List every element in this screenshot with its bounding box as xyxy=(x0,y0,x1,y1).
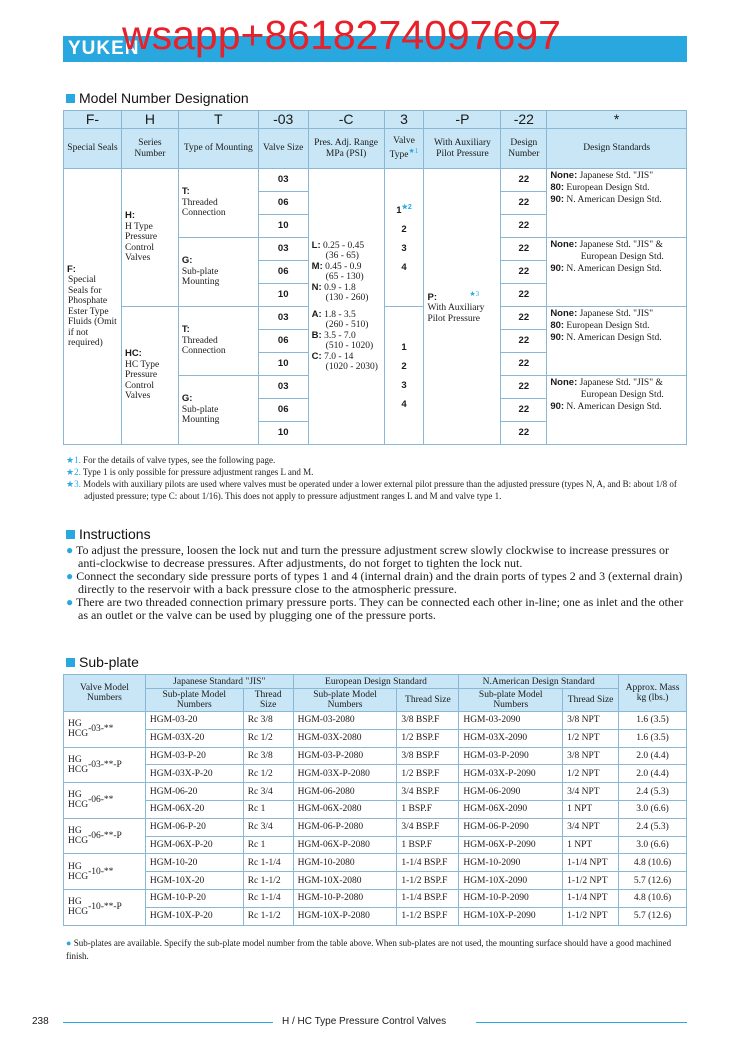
mount-g-cell: G: Sub-plate Mounting xyxy=(178,238,258,307)
table-cell: HGM-10X-20 xyxy=(145,872,243,890)
std-text: N. American Design Std. xyxy=(566,333,662,343)
table-cell: 3/4 NPT xyxy=(563,783,619,801)
range-psi: (510 - 1020) xyxy=(325,341,374,351)
bullet-icon: ● xyxy=(66,543,77,557)
table-cell: HGM-06-2090 xyxy=(459,783,563,801)
table-row xyxy=(64,854,687,872)
model-prefix xyxy=(68,862,88,882)
valve-model-label xyxy=(68,897,141,917)
mount-t-cell: T: Threaded Connection xyxy=(178,169,258,238)
table-cell: 1/2 NPT xyxy=(563,729,619,747)
table-cell: HGM-10X-2090 xyxy=(459,872,563,890)
valve-model-cell xyxy=(64,747,146,783)
col-american: N.American Design Standard xyxy=(459,675,619,689)
star-mark: ★1 xyxy=(408,147,419,156)
model-prefix xyxy=(68,755,88,775)
code-cell: H xyxy=(121,111,178,129)
design-std-cell xyxy=(547,307,687,376)
footnote-text: For the details of valve types, see the following page. xyxy=(83,455,276,465)
model-hcg: HCG xyxy=(68,729,89,740)
table-cell: 1-1/4 BSP.F xyxy=(397,854,459,872)
valve-type-number: 1 xyxy=(401,341,407,353)
table-row xyxy=(64,836,687,854)
range-mpa: 0.45 - 0.9 xyxy=(325,261,362,272)
std-code: 90: xyxy=(550,194,565,205)
header-cell xyxy=(64,129,122,169)
valve-type-cell-2 xyxy=(384,307,424,445)
table-cell: HGM-10-2090 xyxy=(459,854,563,872)
table-cell: 1/2 BSP.F xyxy=(397,729,459,747)
model-suffix: -10-**-P xyxy=(88,902,122,913)
table-cell: 3/8 BSP.F xyxy=(397,712,459,730)
range-psi: (36 - 65) xyxy=(325,251,359,261)
table-cell: 1.6 (3.5) xyxy=(619,712,687,730)
footnote-mark: ★3. xyxy=(66,479,81,489)
table-cell: 3/4 BSP.F xyxy=(397,783,459,801)
table-cell: 4.8 (10.6) xyxy=(619,889,687,907)
table-cell: HGM-06-P-2090 xyxy=(459,818,563,836)
table-cell: Rc 3/4 xyxy=(243,783,293,801)
table-cell: 3.0 (6.6) xyxy=(619,836,687,854)
range-code: N: xyxy=(311,281,322,293)
valve-model-cell xyxy=(64,818,146,854)
header-cell xyxy=(121,129,178,169)
valve-model-label xyxy=(68,790,141,810)
valve-model-cell xyxy=(64,783,146,819)
table-cell: HGM-10-20 xyxy=(145,854,243,872)
table-row xyxy=(64,818,687,836)
model-prefix xyxy=(68,897,88,917)
std-item xyxy=(550,401,683,413)
valve-type-item xyxy=(388,395,421,414)
table-row xyxy=(64,889,687,907)
std-text: European Design Std. xyxy=(580,252,664,262)
table-cell: 1-1/2 NPT xyxy=(563,907,619,925)
std-text: Japanese Std. "JIS" & xyxy=(579,378,663,388)
pressure-range-cell xyxy=(308,169,384,445)
bullet-icon: ● xyxy=(66,569,77,583)
footnote-mark: ★1. xyxy=(66,455,81,465)
table-cell: HGM-10X-P-20 xyxy=(145,907,243,925)
header-label: Series Number xyxy=(134,138,166,159)
table-cell: HGM-10-P-2090 xyxy=(459,889,563,907)
model-hg: HG xyxy=(68,826,82,837)
std-text: N. American Design Std. xyxy=(566,402,662,412)
footnote xyxy=(66,454,686,466)
model-prefix xyxy=(68,790,88,810)
model-suffix: -06-**-P xyxy=(88,831,122,842)
std-code: None: xyxy=(550,239,578,250)
col-valve-model: Valve Model Numbers xyxy=(64,675,146,712)
design-std-cell xyxy=(547,376,687,445)
header-label: With Auxiliary Pilot Pressure xyxy=(433,138,491,159)
mount-t-cell: T: Threaded Connection xyxy=(178,307,258,376)
table-row xyxy=(64,712,687,730)
table-cell: HGM-03-20 xyxy=(145,712,243,730)
model-hcg: HCG xyxy=(68,871,89,882)
std-code: None: xyxy=(550,377,578,388)
range-item xyxy=(312,262,381,283)
design-std-cell xyxy=(547,238,687,307)
header-label: Pres. Adj. Range MPa (PSI) xyxy=(314,138,379,159)
code-cell: -C xyxy=(308,111,384,129)
range-code: M: xyxy=(311,260,323,272)
instructions-list xyxy=(66,544,690,622)
std-text: Japanese Std. "JIS" xyxy=(579,309,654,319)
header-cell xyxy=(178,129,258,169)
model-hcg: HCG xyxy=(68,764,89,775)
table-cell: Rc 1-1/2 xyxy=(243,872,293,890)
table-cell: HGM-10X-2080 xyxy=(293,872,397,890)
code-cell: -22 xyxy=(501,111,547,129)
model-suffix: -03-** xyxy=(88,724,114,735)
table-cell: HGM-03-2080 xyxy=(293,712,397,730)
range-code: B: xyxy=(311,329,322,341)
table-cell: HGM-06X-2080 xyxy=(293,800,397,818)
valve-type-item xyxy=(388,376,421,395)
yuken-logo: YUKEN xyxy=(68,38,140,59)
std-item xyxy=(550,332,683,344)
instruction-text: Connect the secondary side pressure ports of types 1 and 4 (internal drain) and the drain ports of types 2 and 3 (external drain) directly to the reservoir with a back pressure close to the atmospheric pressure. xyxy=(76,569,683,596)
range-mpa: 0.9 - 1.8 xyxy=(324,282,356,293)
series-hc-cell: HC: HC Type Pressure Control Valves xyxy=(121,307,178,445)
table-cell: 2.4 (5.3) xyxy=(619,818,687,836)
valve-type-item xyxy=(388,357,421,376)
model-prefix xyxy=(68,826,88,846)
subplate-section-title: Sub-plate xyxy=(66,654,139,670)
instructions-section-title: Instructions xyxy=(66,526,151,542)
table-cell: 3/4 NPT xyxy=(563,818,619,836)
table-cell: HGM-03-P-2080 xyxy=(293,747,397,765)
design-std-cell xyxy=(547,169,687,238)
code-cell: -P xyxy=(424,111,501,129)
code-cell: T xyxy=(178,111,258,129)
table-cell: HGM-06X-20 xyxy=(145,800,243,818)
std-item xyxy=(550,320,683,332)
range-mpa: 3.5 - 7.0 xyxy=(324,330,356,341)
std-code: 90: xyxy=(550,263,565,274)
range-mpa: 0.25 - 0.45 xyxy=(323,240,365,251)
footnotes xyxy=(66,454,686,502)
table-cell: HGM-10-2080 xyxy=(293,854,397,872)
table-cell: 3/4 BSP.F xyxy=(397,818,459,836)
table-cell: HGM-03-P-2090 xyxy=(459,747,563,765)
std-code: 80: xyxy=(550,182,565,193)
range-code: A: xyxy=(311,308,322,320)
table-cell: HGM-06X-P-20 xyxy=(145,836,243,854)
std-text: European Design Std. xyxy=(566,321,650,331)
model-suffix: -03-**-P xyxy=(88,759,122,770)
std-item xyxy=(550,194,683,206)
range-code: C: xyxy=(311,350,322,362)
header-cell xyxy=(501,129,547,169)
valve-type-item xyxy=(388,338,421,357)
model-hg: HG xyxy=(68,754,82,765)
table-row xyxy=(64,800,687,818)
table-cell: HGM-03X-P-20 xyxy=(145,765,243,783)
watermark-text: wsapp+8618274097697 xyxy=(122,12,561,58)
table-row xyxy=(64,783,687,801)
std-code: None: xyxy=(550,170,578,181)
valve-model-label xyxy=(68,862,141,882)
table-cell: 1-1/2 BSP.F xyxy=(397,872,459,890)
table-cell: 1-1/2 NPT xyxy=(563,872,619,890)
range-item xyxy=(312,283,381,304)
col-jis: Japanese Standard "JIS" xyxy=(145,675,293,689)
code-cell: 3 xyxy=(384,111,424,129)
table-cell: 1-1/4 BSP.F xyxy=(397,889,459,907)
mount-g-cell: G: Sub-plate Mounting xyxy=(178,376,258,445)
valve-model-cell xyxy=(64,712,146,748)
valve-type-item xyxy=(388,239,421,258)
table-cell: HGM-10X-P-2090 xyxy=(459,907,563,925)
table-cell: HGM-03X-2090 xyxy=(459,729,563,747)
table-cell: HGM-03X-20 xyxy=(145,729,243,747)
instruction-text: There are two threaded connection primary pressure ports. They can be connected each other in-line; one as inlet and the other as an outlet or the valve can be used by plugging one of the pressure ports. xyxy=(76,595,684,622)
table-cell: 1 BSP.F xyxy=(397,836,459,854)
instruction-item xyxy=(66,596,690,622)
table-row xyxy=(64,765,687,783)
footnote-text: Models with auxiliary pilots are used where valves must be operated under a lower external pilot pressure than the adjusted pressure (types N, A, and B: about 1/8 of adjusted pressure; type C: about 1/16). This does not apply to pressure adjustment ranges L and M and valve type 1. xyxy=(83,479,677,501)
table-cell: 2.0 (4.4) xyxy=(619,747,687,765)
range-item xyxy=(312,352,381,373)
valve-model-cell xyxy=(64,889,146,925)
table-cell: 3/8 NPT xyxy=(563,747,619,765)
valve-type-number: 4 xyxy=(401,262,407,274)
footnote-mark: ★2. xyxy=(66,467,81,477)
table-cell: 1.6 (3.5) xyxy=(619,729,687,747)
valve-type-number: 1 xyxy=(396,205,402,217)
footnote-text: Type 1 is only possible for pressure adjustment ranges L and M. xyxy=(82,467,314,477)
footnote xyxy=(66,478,686,502)
table-cell: Rc 1 xyxy=(243,800,293,818)
table-cell: 5.7 (12.6) xyxy=(619,872,687,890)
range-psi: (65 - 130) xyxy=(325,272,364,282)
table-cell: HGM-06-P-2080 xyxy=(293,818,397,836)
page-number: 238 xyxy=(32,1016,49,1027)
std-text: N. American Design Std. xyxy=(566,195,662,205)
range-mpa: 1.8 - 3.5 xyxy=(324,309,356,320)
table-cell: Rc 1/2 xyxy=(243,729,293,747)
footer-title: H / HC Type Pressure Control Valves xyxy=(282,1016,447,1027)
valve-type-number: 3 xyxy=(401,243,407,255)
footer-rule xyxy=(476,1022,687,1023)
std-item xyxy=(550,251,683,263)
table-cell: HGM-03-P-20 xyxy=(145,747,243,765)
table-cell: HGM-06X-P-2080 xyxy=(293,836,397,854)
range-psi: (260 - 510) xyxy=(325,320,369,330)
table-cell: 4.8 (10.6) xyxy=(619,854,687,872)
std-item xyxy=(550,239,683,251)
square-bullet-icon xyxy=(66,658,75,667)
pilot-cell: P: $^{★3}$ With Auxiliary Pilot Pressure xyxy=(424,169,501,445)
table-cell: 3.0 (6.6) xyxy=(619,800,687,818)
table-row xyxy=(64,747,687,765)
std-item xyxy=(550,308,683,320)
instruction-item xyxy=(66,544,690,570)
header-label: Design Number xyxy=(508,138,540,159)
table-cell: Rc 1-1/4 xyxy=(243,854,293,872)
valve-type-cell-1 xyxy=(384,169,424,307)
model-hg: HG xyxy=(68,790,82,801)
table-cell: 3/8 NPT xyxy=(563,712,619,730)
model-prefix xyxy=(68,719,88,739)
range-psi: (130 - 260) xyxy=(325,293,369,303)
header-cell xyxy=(258,129,308,169)
header-cell xyxy=(424,129,501,169)
table-cell: 1-1/2 BSP.F xyxy=(397,907,459,925)
series-h-cell: H: H Type Pressure Control Valves xyxy=(121,169,178,307)
model-section-title: Model Number Designation xyxy=(66,90,249,106)
valve-type-number: 2 xyxy=(401,360,407,372)
table-cell: HGM-06X-2090 xyxy=(459,800,563,818)
std-item xyxy=(550,170,683,182)
std-item xyxy=(550,263,683,275)
valve-type-item xyxy=(388,220,421,239)
instruction-item xyxy=(66,570,690,596)
header-label: Design Standards xyxy=(583,143,651,154)
table-cell: HGM-10-P-20 xyxy=(145,889,243,907)
table-cell: HGM-03X-P-2090 xyxy=(459,765,563,783)
table-cell: 3/8 BSP.F xyxy=(397,747,459,765)
valve-type-number: 2 xyxy=(401,224,407,236)
valve-type-item xyxy=(388,258,421,277)
std-text: Japanese Std. "JIS" & xyxy=(579,240,663,250)
code-cell: -03 xyxy=(258,111,308,129)
table-cell: HGM-06X-P-2090 xyxy=(459,836,563,854)
header-label: Type of Mounting xyxy=(183,143,253,154)
std-code: None: xyxy=(550,308,578,319)
table-row xyxy=(64,907,687,925)
subplate-table: Valve Model Numbers Japanese Standard "JIS" European Design Standard N.American Design Standard Approx. Mass kg (lbs.) Sub-plate Model Numbers Thread Size Sub-plate Model Numbers Thread Size Sub-plate Model Numbers Thread Size HG HCG -03-** HGM-03-20 Rc 3/8 HGM-03-2080 3/8 BSP.F HGM-03-2090 3/8 NPT 1.6 (3.5) HGM-03X-20 Rc 1/2 HGM-03X-2080 1/2 BSP.F HGM-03X-2090 1/2 NPT 1.6 (3.5) HG HCG -03-**-P HGM-03-P-20 Rc 3/8 HGM-03-P-2080 3/8 BSP.F HGM-03-P-2090 3/8 NPT 2.0 (4.4) HGM-03X-P-20 Rc 1/2 HGM-03X-P-2080 1/2 BSP.F HGM-03X-P-2090 1/2 NPT 2.0 (4.4) HG HCG -06-** HGM-06-20 Rc 3/4 HGM-06-2080 3/4 BSP.F HGM-06-2090 3/4 NPT 2.4 (5.3) HGM-06X-20 Rc 1 HGM-06X-2080 1 BSP.F HGM-06X-2090 1 NPT 3.0 (6.6) HG HCG -06-**-P HGM-06-P-20 Rc 3/4 HGM-06-P-2080 3/4 BSP.F HGM-06-P-2090 3/4 NPT 2.4 (5.3) HGM-06X-P-20 Rc 1 HGM-06X-P-2080 1 BSP.F HGM-06X-P-2090 1 NPT 3.0 (6.6) HG HCG -10-** HGM-10-20 Rc 1-1/4 HGM-10-2080 1-1/4 BSP.F HGM-10-2090 1-1/4 NPT 4.8 (10.6) HGM-10X-20 Rc 1-1/2 HGM-10X-2080 1-1/2 BSP.F HGM-10X-2090 1-1/2 NPT 5.7 (12.6) HG HCG -10-**-P HGM-10-P-20 Rc 1-1/4 HGM-10-P-2080 1-1/4 BSP.F HGM-10-P-2090 1-1/4 NPT 4.8 (10.6) HGM-10X-P-20 Rc 1-1/2 HGM-10X-P-2080 1-1/2 BSP.F HGM-10X-P-2090 1-1/2 NPT 5.7 (12.6) xyxy=(63,674,687,926)
subplate-note: ● Sub-plates are available. Specify the sub-plate model number from the table above. When sub-plates are not used, the mounting surface should have a good machined finish. xyxy=(66,938,672,961)
std-code: 90: xyxy=(550,332,565,343)
col-european: European Design Standard xyxy=(293,675,459,689)
table-cell: HGM-06-P-20 xyxy=(145,818,243,836)
model-designation-table: F- H T -03 -C 3 -P -22 * Special Seals Series Number Type of Mounting Valve Size Pres. Adj. Range MPa (PSI) Valve Type$^{★1}$ With Auxiliary Pilot Pressure Design Number Design Standards F: Special Seals for Phosphate Ester Type Fluids (Omit if not required) H: H Type Pressure Control Valves T: Threaded Connection 03 L: 0.25 - 0.45 (36 - 65) M: 0.45 - 0.9 (65 - 130) N: 0.9 - 1.8 (130 - 260) A: 1.8 - 3.5 (260 - 510) B: 3.5 - 7.0 (510 - 1020) C: 7.0 - 14 (1020 - 2030) $1^{★2}$ 2 3 4 P: $^{★3}$ With Auxiliary Pilot Pressure 22 None: Japanese Std. "JIS" 80: European Design Std. 90: N. American Design Std. 06 22 10 22 G: Sub-plate Mounting 03 22 None: Japanese Std. "JIS" & European Design Std. 90: N. American Design Std. 06 22 10 22 HC: HC Type Pressure Control Valves T: Threaded Connection 03 1 2 3 4 22 None: Japanese Std. "JIS" 80: European Design Std. 90: N. American Design Std. 06 22 10 22 G: Sub-plate Mounting 03 22 None: Japanese Std. "JIS" & European Design Std. 90: N. American Design Std. 06 22 10 22 xyxy=(63,110,687,445)
valve-model-label xyxy=(68,826,141,846)
table-cell: HGM-03X-2080 xyxy=(293,729,397,747)
model-hg: HG xyxy=(68,897,82,908)
model-hg: HG xyxy=(68,861,82,872)
valve-model-label xyxy=(68,719,141,739)
star-mark: ★2 xyxy=(401,203,412,211)
footer-rule xyxy=(63,1022,273,1023)
model-hcg: HCG xyxy=(68,800,89,811)
table-cell: 1-1/4 NPT xyxy=(563,889,619,907)
table-cell: 1/2 NPT xyxy=(563,765,619,783)
col-mass: Approx. Mass kg (lbs.) xyxy=(619,675,687,712)
std-code: 80: xyxy=(550,320,565,331)
table-cell: 1 BSP.F xyxy=(397,800,459,818)
instruction-text: To adjust the pressure, loosen the lock nut and turn the pressure adjustment screw slowly clockwise to increase pressures or anti-clockwise to decrease pressures. After adjustments, do not forget to tighten the lock nut. xyxy=(76,543,670,570)
std-item xyxy=(550,377,683,389)
table-cell: 1/2 BSP.F xyxy=(397,765,459,783)
model-hcg: HCG xyxy=(68,836,89,847)
table-cell: 5.7 (12.6) xyxy=(619,907,687,925)
std-code: 90: xyxy=(550,401,565,412)
range-item xyxy=(312,241,381,262)
bullet-icon: ● xyxy=(66,595,77,609)
header-cell xyxy=(384,129,424,169)
square-bullet-icon xyxy=(66,530,75,539)
table-cell: Rc 3/8 xyxy=(243,747,293,765)
footnote xyxy=(66,466,686,478)
table-cell: 2.4 (5.3) xyxy=(619,783,687,801)
std-item xyxy=(550,389,683,401)
table-cell: Rc 3/8 xyxy=(243,712,293,730)
std-text: European Design Std. xyxy=(580,390,664,400)
bullet-icon: ● xyxy=(66,938,72,948)
table-cell: Rc 1 xyxy=(243,836,293,854)
square-bullet-icon xyxy=(66,94,75,103)
table-cell: HGM-10X-P-2080 xyxy=(293,907,397,925)
header-label: Valve Type xyxy=(389,135,415,161)
header-label: Special Seals xyxy=(67,143,118,154)
table-cell: 1 NPT xyxy=(563,836,619,854)
special-seals-cell: F: Special Seals for Phosphate Ester Type Fluids (Omit if not required) xyxy=(64,169,122,445)
table-cell: Rc 1-1/2 xyxy=(243,907,293,925)
range-code: L: xyxy=(311,239,321,251)
valve-type-number: 4 xyxy=(401,398,407,410)
table-cell: 1-1/4 NPT xyxy=(563,854,619,872)
table-cell: 1 NPT xyxy=(563,800,619,818)
table-cell: HGM-10-P-2080 xyxy=(293,889,397,907)
range-item xyxy=(312,331,381,352)
std-item xyxy=(550,182,683,194)
std-text: Japanese Std. "JIS" xyxy=(579,171,654,181)
model-suffix: -10-** xyxy=(88,866,114,877)
valve-model-label xyxy=(68,755,141,775)
table-cell: HGM-06-20 xyxy=(145,783,243,801)
model-hcg: HCG xyxy=(68,907,89,918)
range-psi: (1020 - 2030) xyxy=(325,362,378,372)
range-mpa: 7.0 - 14 xyxy=(324,351,354,362)
table-cell: Rc 1/2 xyxy=(243,765,293,783)
table-row xyxy=(64,729,687,747)
table-cell: HGM-03-2090 xyxy=(459,712,563,730)
model-hg: HG xyxy=(68,719,82,730)
table-cell: HGM-03X-P-2080 xyxy=(293,765,397,783)
model-suffix: -06-** xyxy=(88,795,114,806)
range-item xyxy=(312,310,381,331)
header-cell xyxy=(308,129,384,169)
std-text: European Design Std. xyxy=(566,183,650,193)
header-label: Valve Size xyxy=(263,143,304,154)
code-cell: * xyxy=(547,111,687,129)
table-cell: 2.0 (4.4) xyxy=(619,765,687,783)
table-cell: HGM-06-2080 xyxy=(293,783,397,801)
valve-model-cell xyxy=(64,854,146,890)
std-text: N. American Design Std. xyxy=(566,264,662,274)
code-cell: F- xyxy=(64,111,122,129)
table-cell: Rc 3/4 xyxy=(243,818,293,836)
valve-type-number: 3 xyxy=(401,379,407,391)
table-row xyxy=(64,872,687,890)
table-cell: Rc 1-1/4 xyxy=(243,889,293,907)
valve-type-item xyxy=(388,198,421,220)
header-cell xyxy=(547,129,687,169)
